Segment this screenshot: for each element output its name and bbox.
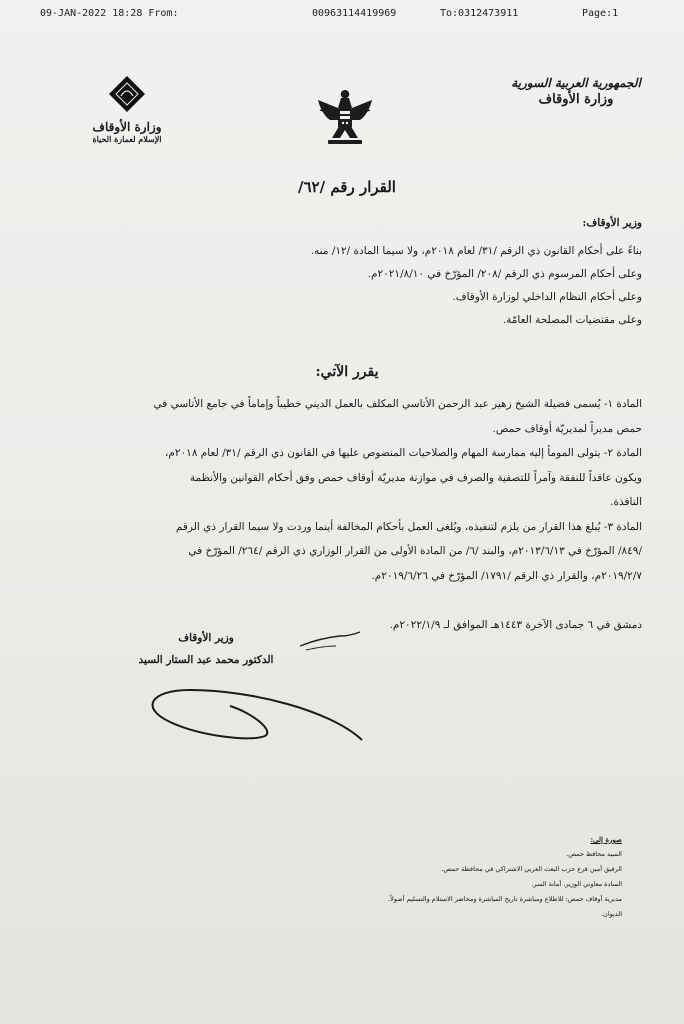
article-line: ويكون عاقداً للنفقة وآمراً للتصفية والصرف في موازنة مديريّة أوقاف حمص وفق أحكام القوانين والأنظمة <box>189 471 642 484</box>
article-line: المادة ٣- يُبلغ هذا القرار من يلزم لتنفيذه، ويُلغى العمل بأحكام المخالفة أينما وردت ولا سيما القرار ذي الرقم <box>175 520 642 533</box>
signatory-title: وزير الأوقاف <box>178 632 234 644</box>
preamble-line: وعلى مقتضيات المصلحة العامّة. <box>502 314 642 326</box>
articles <box>42 392 642 588</box>
distribution-heading: صورة إلى: <box>590 835 622 844</box>
article-line: حمص مديراً لمديريّة أوقاف حمص. <box>492 422 642 435</box>
article-line: /٨٤٩/ المؤرّخ في ٢٠١٣/٦/١٣م، والبند /٦/ من المادة الأولى من القرار الوزاري ذي الرقم /٢٦٤/ المؤرّخ في <box>188 545 642 557</box>
distribution-line: مديرية أوقاف حمص: للاطلاع ومباشرة تاريخ المباشرة ومحاضر الاستلام والتسليم أصولاً. <box>388 895 622 903</box>
preamble-line: وعلى أحكام المرسوم ذي الرقم /٢٠٨/ المؤرّخ في ٢٠٢١/٨/١٠م. <box>367 268 642 280</box>
article-line: النافذة. <box>610 496 642 508</box>
minister-label <box>42 212 642 235</box>
distribution-line: الرفيق أمين فرع حزب البعث العربي الاشتراكي في محافظة حمص. <box>441 865 622 873</box>
article-line: المادة ١- يُسمى فضيلة الشيخ زهير عبد الرحمن الأتاسي المكلف بالعمل الديني خطيباً وإماماً في جامع الأتاسي في <box>153 398 642 410</box>
decides-heading: يقرر الآتي: <box>315 364 379 380</box>
distribution-line: الديوان. <box>600 910 622 918</box>
logo-slogan: الإسلام لعمارة الحياة <box>92 134 162 144</box>
fax-from-number: 00963114419969 <box>312 8 397 19</box>
issue-date-text: دمشق في ٦ جمادى الآخرة ١٤٤٣هـ الموافق لـ ٢٠٢٢/١/٩م. <box>389 619 642 631</box>
preamble-line: وعلى أحكام النظام الداخلي لوزارة الأوقاف. <box>452 291 642 303</box>
signature-block <box>116 632 296 666</box>
ministry-name: وزارة الأوقاف <box>538 92 614 107</box>
preamble-line: بناءً على أحكام القانون ذي الرقم /٣١/ لعام ٢٠١٨م، ولا سيما المادة /١٢/ منه. <box>310 245 642 257</box>
fax-to-number: To:0312473911 <box>440 8 519 19</box>
logo-ministry-name: وزارة الأوقاف <box>92 120 162 134</box>
ministry-header-right <box>506 76 646 107</box>
article-line: ٢٠١٩/٢/٧م، والقرار ذي الرقم /١٧٩١/ المؤرّخ في ٢٠١٩/٦/٢٦م. <box>371 569 642 582</box>
distribution-list <box>182 832 622 922</box>
signatory-name: الدكتور محمد عبد الستار السيد <box>138 654 274 666</box>
decision-title: القرار رقم /٦٢/ <box>298 178 396 196</box>
article-line: المادة ٢- يتولى المومأ إليه ممارسة المهام والصلاحيات المنصوص عليها في القانون ذي الرقم /٣١/ لعام ٢٠١٨م، <box>165 447 642 459</box>
ministry-logo-left <box>92 74 162 144</box>
fax-header <box>0 8 684 22</box>
minister-label-text: وزير الأوقاف: <box>582 217 642 229</box>
fax-page-number: Page:1 <box>582 8 619 19</box>
fax-date-from: 09-JAN-2022 18:28 From: <box>40 8 179 19</box>
syrian-eagle-emblem-icon <box>314 86 376 148</box>
preamble <box>42 240 642 332</box>
republic-name: الجمهورية العربية السورية <box>511 76 641 90</box>
distribution-line: السادة معاوني الوزير، أمانة السر. <box>531 880 622 888</box>
awqaf-diamond-logo-icon <box>107 74 147 114</box>
distribution-line: السيد محافظ حمص. <box>566 850 622 858</box>
